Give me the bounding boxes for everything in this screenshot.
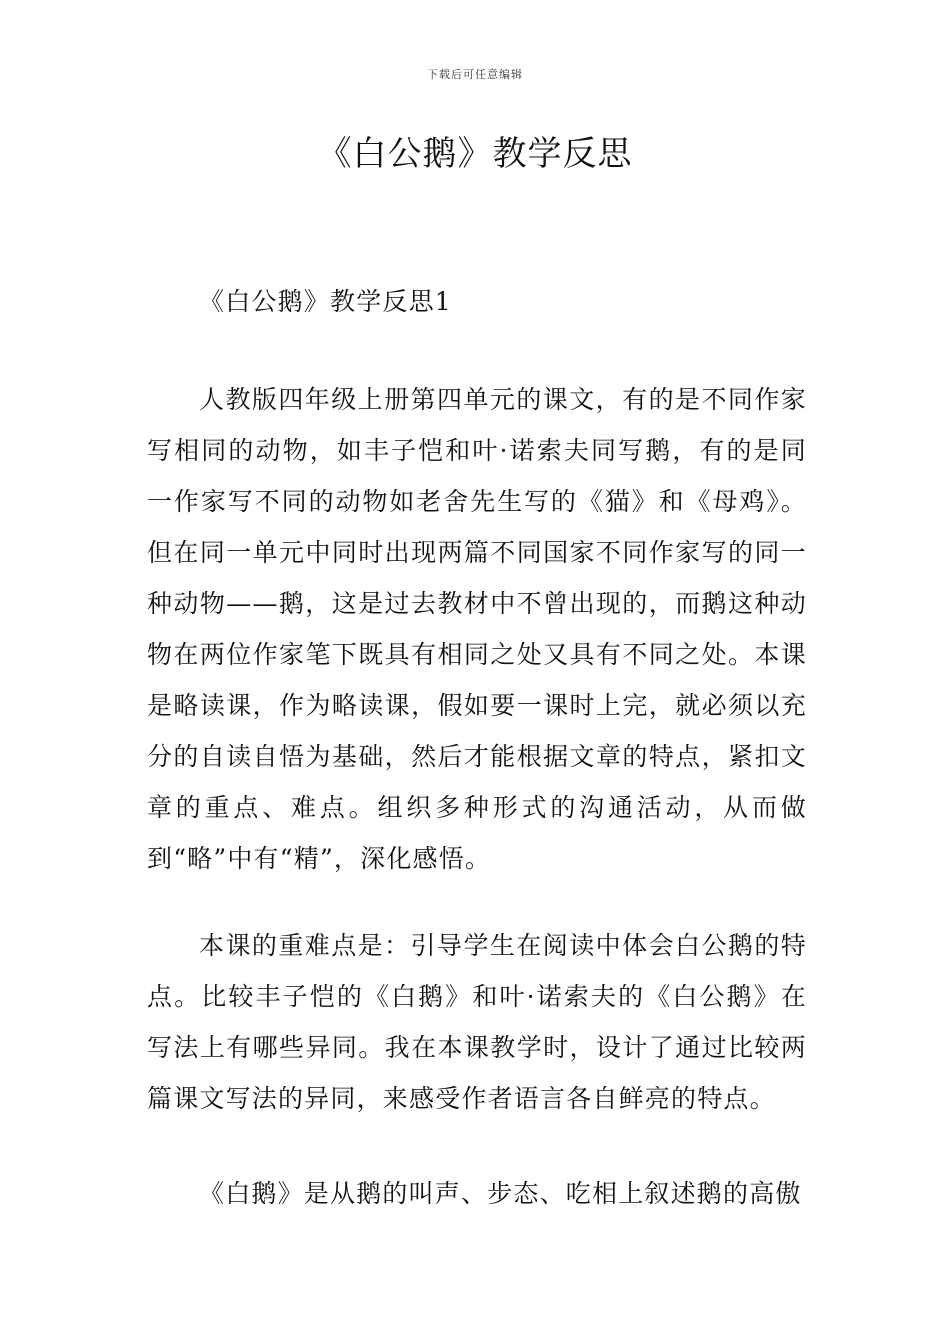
paragraph-2: 本课的重难点是：引导学生在阅读中体会白公鹅的特点。比较丰子恺的《白鹅》和叶·诺索夫的《白公鹅》在写法上有哪些异同。我在本课教学时，设计了通过比较两篇课文写法的异同，来感受作者语言各自鲜亮的特点。 xyxy=(147,931,807,1113)
section-heading: 《白公鹅》教学反思1 xyxy=(199,287,452,316)
header-note: 下载后可任意编辑 xyxy=(427,68,523,81)
paragraph-1: 人教版四年级上册第四单元的课文，有的是不同作家写相同的动物，如丰子恺和叶·诺索夫同写鹅，有的是同一作家写不同的动物如老舍先生写的《猫》和《母鸡》。但在同一单元中同时出现两篇不同国家不同作家写的同一种动物——鹅，这是过去教材中不曾出现的，而鹅这种动物在两位作家笔下既具有相同之处又具有不同之处。本课是略读课，作为略读课，假如要一课时上完，就必须以充分的自读自悟为基础，然后才能根据文章的特点，紧扣文章的重点、难点。组织多种形式的沟通活动，从而做到“略”中有“精”，深化感悟。 xyxy=(147,385,807,873)
document-title: 《白公鹅》教学反思 xyxy=(317,134,633,174)
paragraph-3: 《白鹅》是从鹅的叫声、步态、吃相上叙述鹅的高傲 xyxy=(199,1179,802,1208)
